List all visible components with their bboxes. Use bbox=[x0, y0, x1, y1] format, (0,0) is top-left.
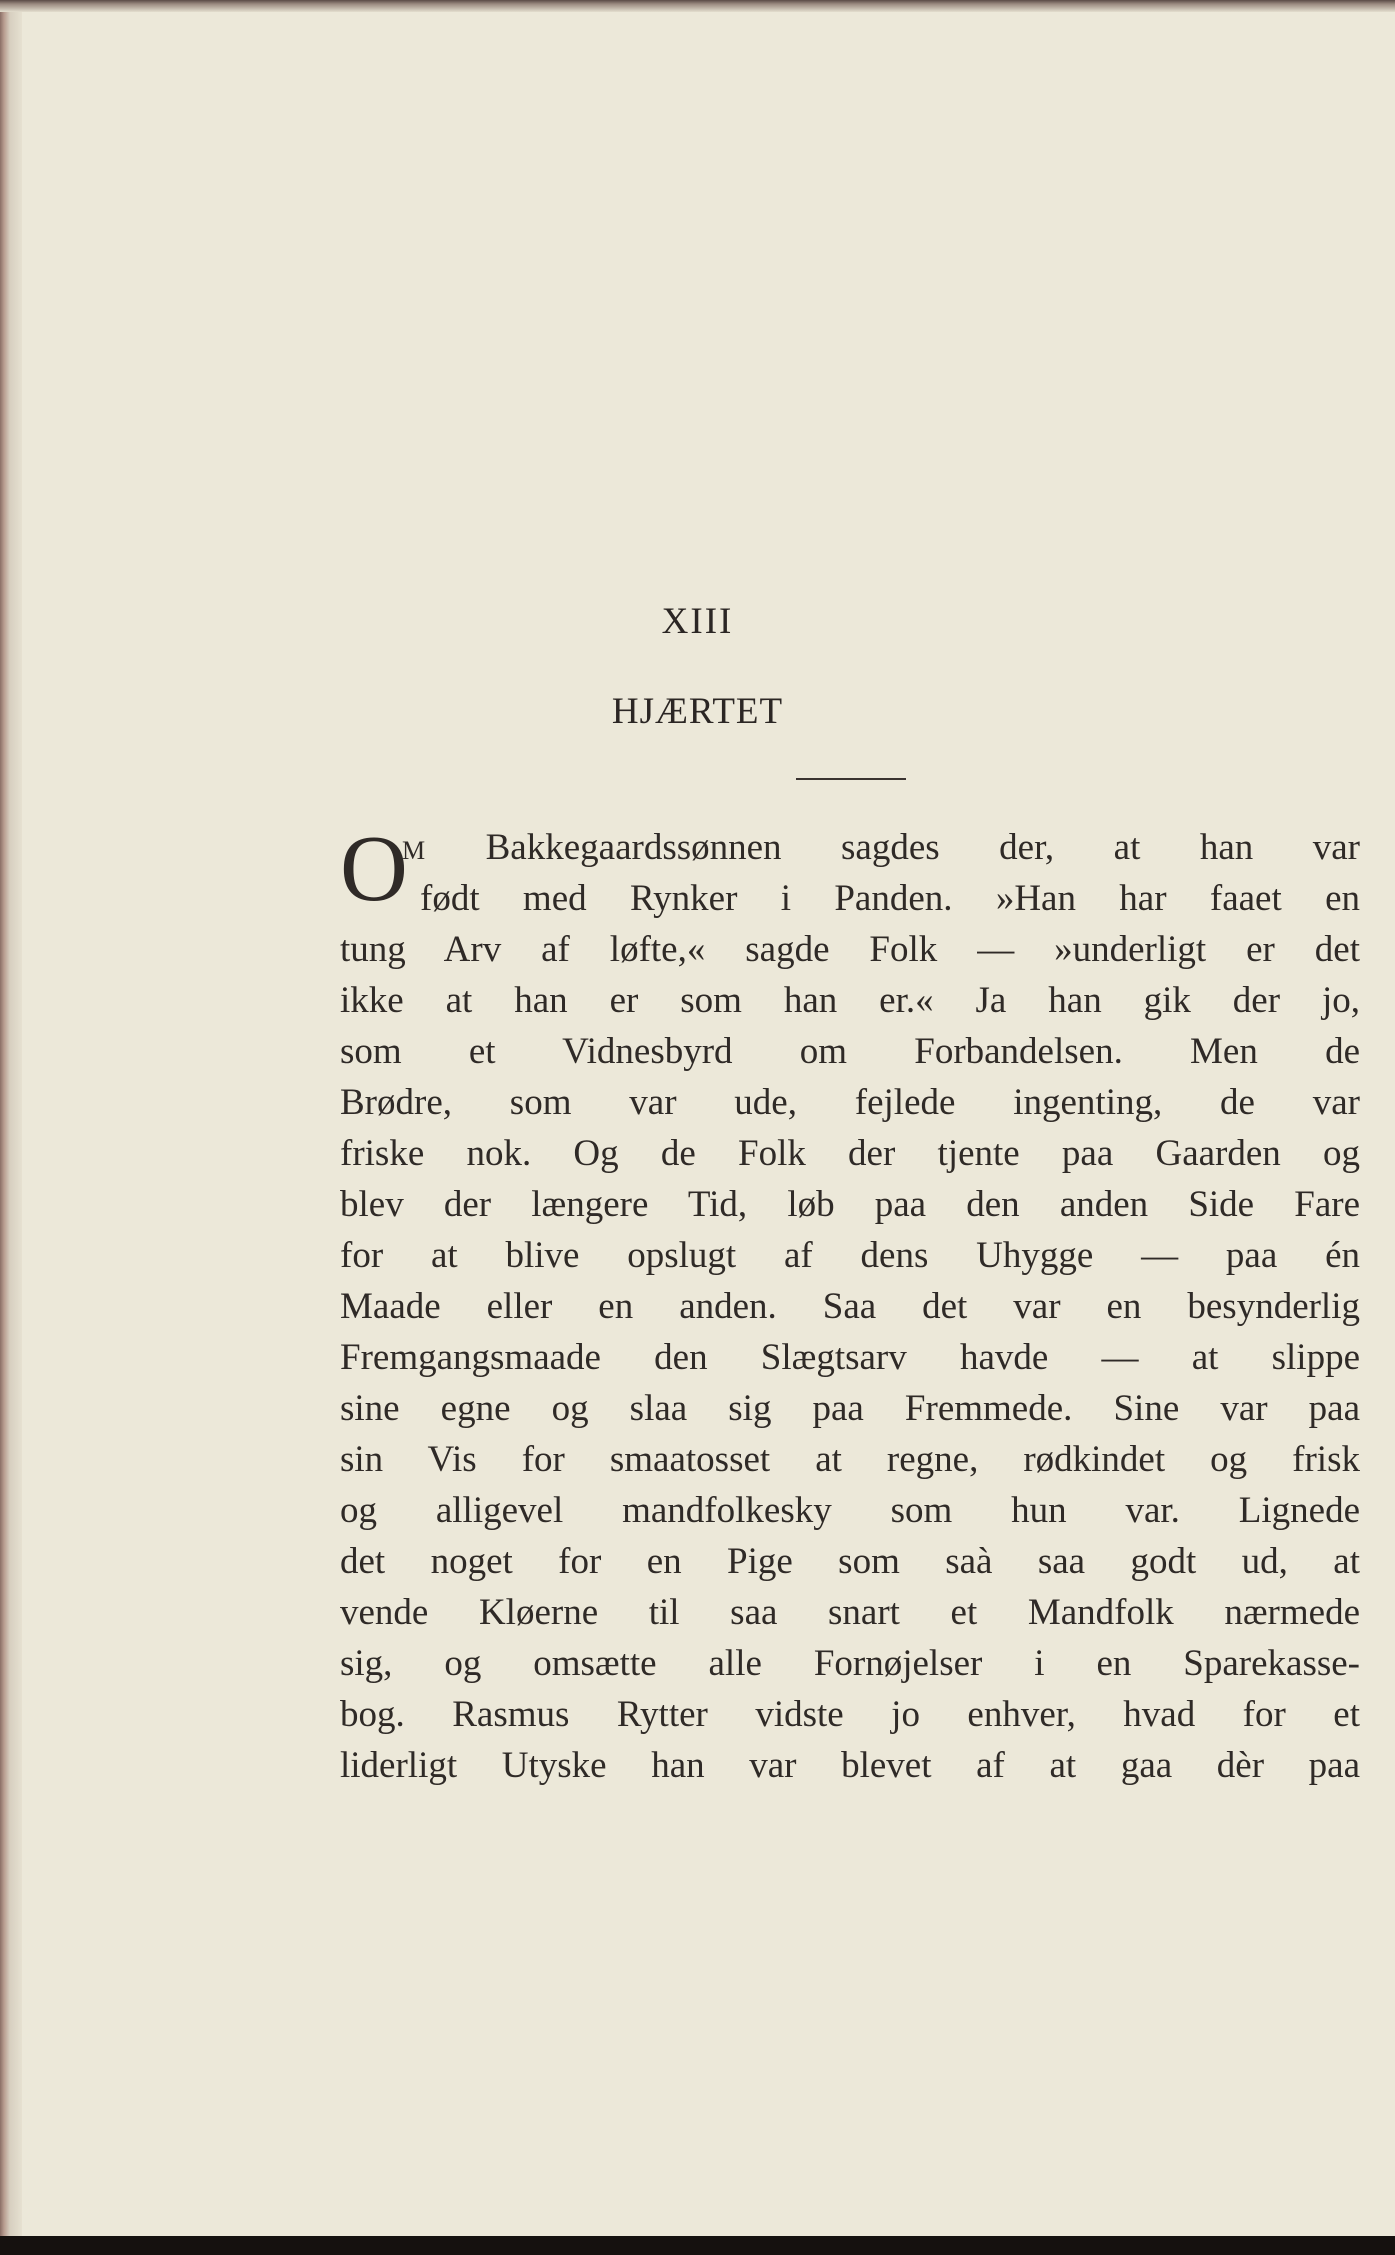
text-line-8: blev der længere Tid, løb paa den anden Side Fare bbox=[340, 1184, 1360, 1225]
text-line-7: friske nok. Og de Folk der tjente paa Gaarden og bbox=[340, 1133, 1360, 1174]
text-line-5: som et Vidnesbyrd om Forbandelsen. Men de bbox=[340, 1031, 1360, 1072]
text-line-4: ikke at han er som han er.« Ja han gik der jo, bbox=[340, 980, 1360, 1021]
text-line-12: sine egne og slaa sig paa Fremmede. Sine var paa bbox=[340, 1388, 1360, 1429]
scan-bottom-edge bbox=[0, 2236, 1395, 2255]
text-line-1-content: Bakkegaardssønnen sagdes der, at han var bbox=[485, 827, 1361, 868]
text-line-10: Maade eller en anden. Saa det var en besynderlig bbox=[340, 1286, 1360, 1327]
text-line-11: Fremgangsmaade den Slægtsarv havde — at slippe bbox=[340, 1337, 1360, 1378]
text-line-14: og alligevel mandfolkesky som hun var. Lignede bbox=[340, 1490, 1360, 1531]
text-line-15: det noget for en Pige som saà saa godt ud, at bbox=[340, 1541, 1360, 1582]
chapter-title: HJÆRTET bbox=[611, 691, 784, 732]
text-line-3: tung Arv af løfte,« sagde Folk — »underligt er det bbox=[340, 929, 1360, 970]
text-line-6: Brødre, som var ude, fejlede ingenting, de var bbox=[340, 1082, 1360, 1123]
text-line-17: sig, og omsætte alle Fornøjelser i en Sparekasse- bbox=[340, 1643, 1360, 1684]
text-line-16: vende Kløerne til saa snart et Mandfolk nærmede bbox=[340, 1592, 1360, 1633]
chapter-body-text bbox=[340, 817, 1361, 1791]
text-line-19: liderligt Utyske han var blevet af at gaa dèr paa bbox=[340, 1745, 1360, 1786]
text-line-9: for at blive opslugt af dens Uhygge — paa én bbox=[340, 1235, 1360, 1276]
drop-cap-initial: O bbox=[340, 817, 408, 921]
page-binding-edge bbox=[0, 0, 22, 2236]
text-line-2: født med Rynker i Panden. »Han har faaet en bbox=[420, 878, 1360, 919]
text-line-18: bog. Rasmus Rytter vidste jo enhver, hvad for et bbox=[340, 1694, 1360, 1735]
initial-smallcap: M bbox=[402, 836, 427, 865]
text-line-13: sin Vis for smaatosset at regne, rødkindet og frisk bbox=[340, 1439, 1360, 1480]
chapter-number: XIII bbox=[661, 601, 734, 642]
text-line-1 bbox=[340, 822, 1360, 873]
title-divider-rule bbox=[796, 778, 906, 780]
page-top-edge bbox=[0, 0, 1395, 12]
